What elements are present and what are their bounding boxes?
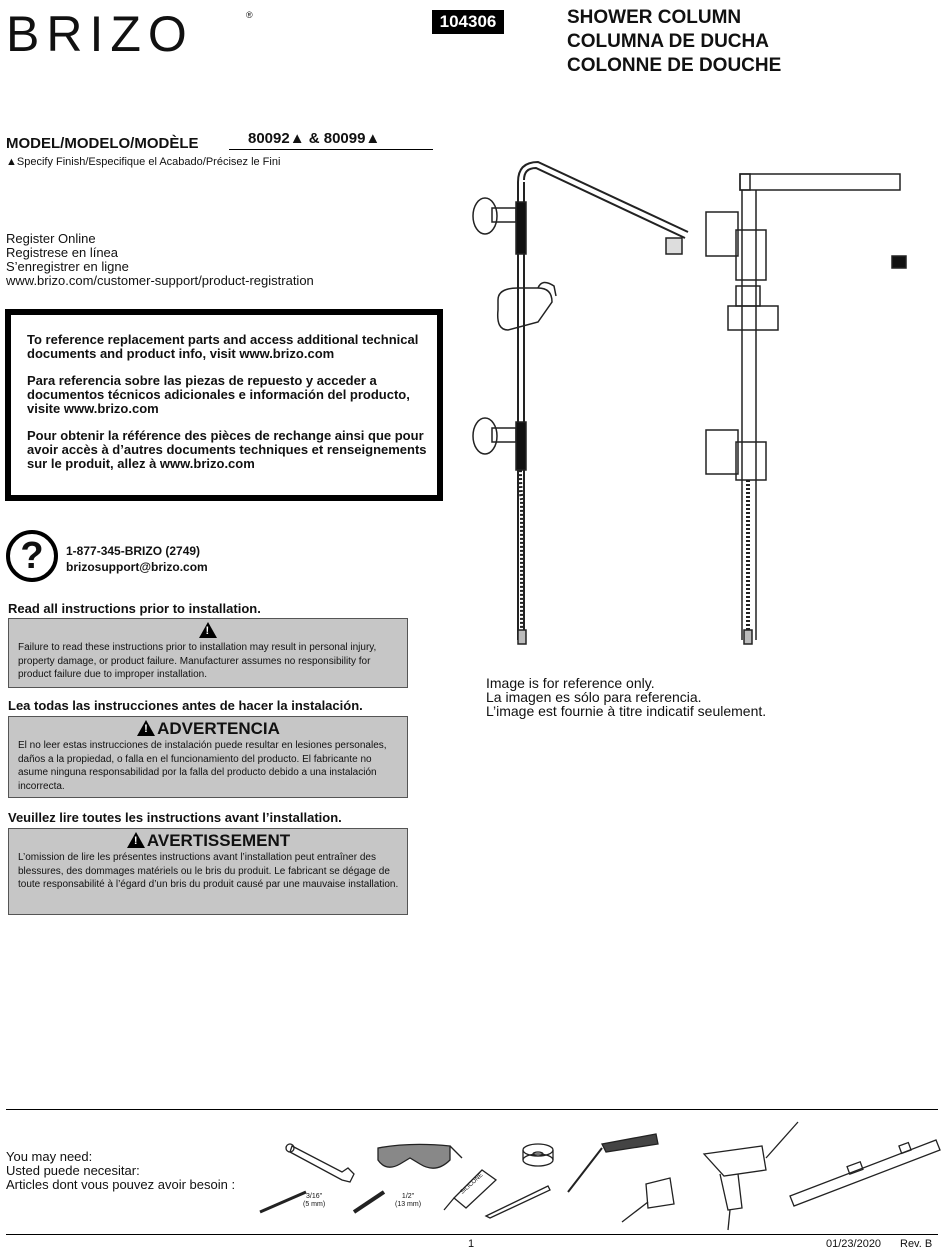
document-titles — [567, 6, 781, 78]
warning-triangle-icon — [127, 832, 145, 848]
power-drill-icon — [704, 1122, 798, 1230]
brand-logo: BRIZO — [6, 6, 194, 62]
specify-finish-note: ▲Specify Finish/Especifique el Acabado/Précisez le Fini — [6, 156, 281, 168]
shower-column-illustration — [460, 160, 940, 670]
page-number: 1 — [468, 1238, 475, 1250]
tape-measure-icon — [622, 1178, 674, 1222]
register-line: Register Online — [6, 231, 96, 246]
warning-box-title: !AVERTISSEMENT — [18, 831, 399, 851]
warning-heading-french: Veuillez lire toutes les instructions avant l’installation. — [8, 810, 342, 825]
image-note-french: L’image est fournie à titre indicatif seulement. — [486, 703, 767, 719]
level-icon — [790, 1140, 940, 1206]
warning-box-spanish — [8, 716, 408, 798]
reference-paragraph-french: Pour obtenir la référence des pièces de rechange ainsi que pour avoir accès à d’autres documents techniques et renseignements sur le produit, allez à www.brizo.com — [27, 428, 427, 471]
image-note-english: Image is for reference only. — [486, 675, 655, 691]
warning-text-english: Failure to read these instructions prior to installation may result in personal injury, property damage, or product failure. Manufacturer assumes no responsibility for product failure due to improper installation. — [18, 642, 377, 680]
document-number: 104306 — [432, 10, 504, 34]
warning-triangle-icon — [137, 720, 155, 736]
footer-divider — [6, 1234, 938, 1235]
reference-info-box — [5, 309, 443, 501]
question-mark-icon: ? — [6, 530, 58, 582]
reference-paragraph-spanish: Para referencia sobre las piezas de repuesto y acceder a documentos técnicos adicionales e información del producto, visite www.brizo.com — [27, 373, 410, 416]
warning-heading-english: Read all instructions prior to installation. — [8, 601, 261, 616]
wrench-icon — [286, 1144, 354, 1182]
title-english: SHOWER COLUMN — [567, 7, 742, 28]
tools-line-english: You may need: — [6, 1149, 93, 1164]
plumbers-tape-icon — [523, 1144, 553, 1166]
warning-heading-spanish: Lea todas las instrucciones antes de hacer la instalación. — [8, 698, 363, 713]
tools-line-spanish: Usted puede necesitar: — [6, 1163, 140, 1178]
revision-date: 01/23/2020 — [826, 1238, 882, 1250]
registered-mark: ® — [246, 10, 253, 20]
register-line: Registrese en línea — [6, 245, 119, 260]
model-underline — [229, 149, 433, 150]
warning-triangle-icon — [199, 622, 217, 638]
tools-needed — [6, 1150, 235, 1192]
register-online — [6, 232, 314, 288]
section-divider — [6, 1109, 938, 1110]
drill-bit-large-size: 1/2" (13 mm) — [395, 1193, 422, 1208]
screwdriver-icon — [568, 1134, 658, 1192]
registration-url[interactable]: www.brizo.com/customer-support/product-registration — [6, 273, 314, 288]
warning-box-title: !ADVERTENCIA — [18, 719, 399, 739]
tools-illustration — [250, 1112, 940, 1230]
safety-glasses-icon — [378, 1144, 462, 1168]
title-spanish: COLUMNA DE DUCHA — [567, 31, 769, 52]
pencil-icon — [486, 1186, 550, 1218]
drill-bit-small-icon — [260, 1192, 306, 1212]
support-phone[interactable]: 1-877-345-BRIZO (2749) — [66, 544, 201, 558]
warning-box-english — [8, 618, 408, 688]
warning-text-spanish: El no leer estas instrucciones de instalación puede resultar en lesiones personales, daños a la propiedad, o falla en el funcionamiento del producto. El fabricante no asume ninguna responsabilidad por la falla del producto debido a una instalación incorrecta. — [18, 740, 387, 792]
model-label: MODEL/MODELO/MODÈLE — [6, 135, 199, 152]
round-shower-column-icon — [473, 162, 688, 644]
revision-label: Rev. B — [900, 1238, 933, 1250]
warning-box-title — [18, 621, 399, 641]
drill-bit-large-icon — [354, 1192, 384, 1212]
warning-text-french: L’omission de lire les présentes instructions avant l’installation peut entraîner des blessures, des dommages matériels ou le bris du produit. Le fabricant se dégage de toute responsabilité à l’égard d’un bris du produit causé par une mauvaise installation. — [18, 852, 399, 890]
image-note-spanish: La imagen es sólo para referencia. — [486, 689, 702, 705]
title-french: COLONNE DE DOUCHE — [567, 55, 782, 76]
support-contact — [66, 543, 208, 575]
warning-box-french — [8, 828, 408, 915]
silicone-tube-label: SILICONE — [459, 1172, 485, 1196]
drill-bit-small-size: 3/16" (5 mm) — [303, 1193, 326, 1208]
reference-paragraph-english: To reference replacement parts and access additional technical documents and product info, visit www.brizo.com — [27, 332, 419, 361]
support-email[interactable]: brizosupport@brizo.com — [66, 560, 208, 574]
model-value: 80092▲ & 80099▲ — [248, 130, 381, 147]
image-reference-note — [486, 676, 766, 718]
square-shower-column-icon — [706, 174, 906, 644]
register-line: S’enregistrer en ligne — [6, 259, 129, 274]
tools-line-french: Articles dont vous pouvez avoir besoin : — [6, 1177, 236, 1192]
